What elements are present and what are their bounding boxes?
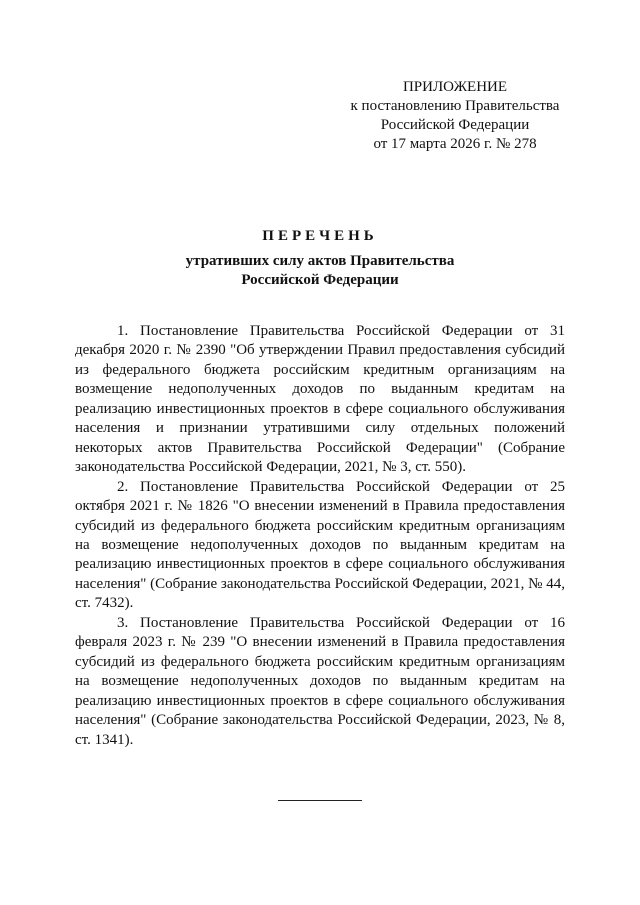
- list-item: 2. Постановление Правительства Российской Федерации от 25 октября 2021 г. № 1826 "О внесении изменений в Правила предоставления субсидий из федерального бюджета российским кредитным организациям на возмещение недополученных доходов по выданным кредитам на реализацию инвестиционных проектов в сфере социального обслуживания населения" (Собрание законодательства Российской Федерации, 2021, № 44, ст. 7432).: [75, 478, 565, 612]
- appendix-line-government: Российской Федерации: [380, 117, 530, 133]
- appendix-header: [330, 78, 580, 154]
- document-title: ПЕРЕЧЕНЬ: [262, 228, 378, 244]
- appendix-line-resolution: к постановлению Правительства: [350, 98, 560, 114]
- end-divider: [278, 800, 362, 801]
- document-subtitle: [0, 252, 640, 290]
- appendix-line-date: от 17 марта 2026 г. № 278: [373, 136, 537, 152]
- list-item: 1. Постановление Правительства Российской Федерации от 31 декабря 2020 г. № 2390 "Об утверждении Правил предоставления субсидий из федерального бюджета российским кредитным организациям на возмещение недополученных доходов по выданным кредитам на реализацию инвестиционных проектов в сфере социального обслуживания населения и признании утратившими силу отдельных положений некоторых актов Правительства Российской Федерации" (Собрание законодательства Российской Федерации, 2021, № 3, ст. 550).: [75, 323, 565, 476]
- repealed-acts-list: [75, 322, 565, 750]
- document-title-block: [0, 226, 640, 290]
- list-item: 3. Постановление Правительства Российской Федерации от 16 февраля 2023 г. № 239 "О внесении изменений в Правила предоставления субсидий из федерального бюджета российским кредитным организациям на возмещение недополученных доходов по выданным кредитам на реализацию инвестиционных проектов в сфере социального обслуживания населения" (Собрание законодательства Российской Федерации, 2023, № 8, ст. 1341).: [75, 614, 565, 748]
- document-subtitle-line-2: Российской Федерации: [241, 272, 399, 288]
- appendix-heading: ПРИЛОЖЕНИЕ: [402, 79, 508, 95]
- document-subtitle-line-1: утративших силу актов Правительства: [185, 253, 455, 269]
